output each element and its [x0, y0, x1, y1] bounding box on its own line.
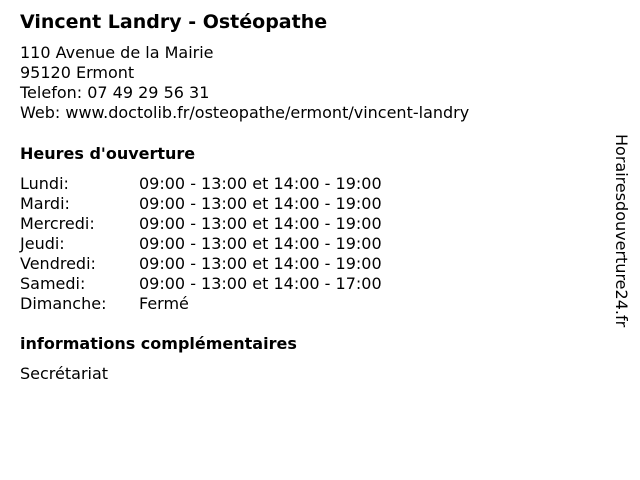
additional-info-heading: informations complémentaires	[20, 334, 297, 353]
page-title: Vincent Landry - Ostéopathe	[20, 11, 328, 33]
hours-day: Lundi:	[20, 174, 69, 193]
hours-row-sunday	[20, 294, 382, 314]
hours-time: 09:00 - 13:00 et 14:00 - 19:00	[139, 174, 382, 193]
additional-info-text: Secrétariat	[20, 364, 109, 383]
hours-time: 09:00 - 13:00 et 14:00 - 17:00	[139, 274, 382, 293]
hours-row-monday	[20, 174, 382, 194]
hours-day: Samedi:	[20, 274, 86, 293]
hours-time: Fermé	[139, 294, 189, 313]
opening-hours-heading: Heures d'ouverture	[20, 144, 196, 163]
website-url: Web: www.doctolib.fr/osteopathe/ermont/vincent-landry	[20, 103, 470, 122]
opening-hours-table	[20, 174, 382, 314]
hours-row-saturday	[20, 274, 382, 294]
hours-row-thursday	[20, 234, 382, 254]
hours-day: Mercredi:	[20, 214, 95, 233]
hours-time: 09:00 - 13:00 et 14:00 - 19:00	[139, 234, 382, 253]
hours-day: Mardi:	[20, 194, 70, 213]
site-watermark: Horairesdouverture24.fr	[612, 134, 631, 328]
hours-day: Vendredi:	[20, 254, 96, 273]
hours-row-tuesday	[20, 194, 382, 214]
phone-number: Telefon: 07 49 29 56 31	[20, 83, 210, 102]
hours-row-friday	[20, 254, 382, 274]
address-block	[20, 43, 469, 123]
city-postal: 95120 Ermont	[20, 63, 135, 82]
hours-day: Jeudi:	[20, 234, 65, 253]
street-address: 110 Avenue de la Mairie	[20, 43, 214, 62]
hours-time: 09:00 - 13:00 et 14:00 - 19:00	[139, 214, 382, 233]
hours-time: 09:00 - 13:00 et 14:00 - 19:00	[139, 194, 382, 213]
hours-time: 09:00 - 13:00 et 14:00 - 19:00	[139, 254, 382, 273]
hours-day: Dimanche:	[20, 294, 107, 313]
hours-row-wednesday	[20, 214, 382, 234]
